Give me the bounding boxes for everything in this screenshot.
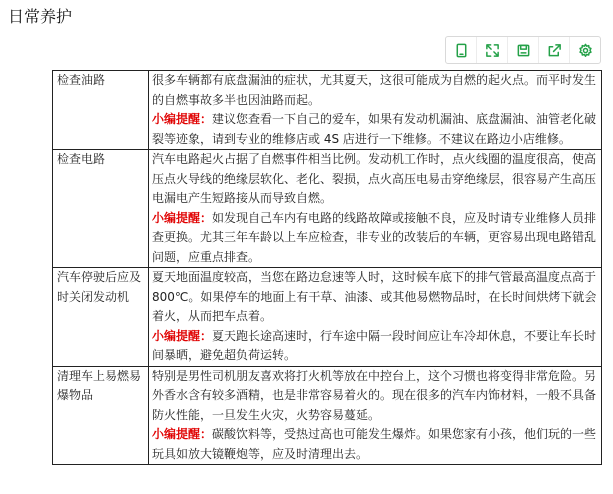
row-tip — [152, 110, 598, 149]
row-description: 很多车辆都有底盘漏油的症状，尤其夏天，这很可能成为自燃的起火点。而平时发生的自燃事故多半也因油路而起。 — [152, 73, 597, 107]
row-label: 检查电路 — [53, 150, 149, 268]
row-content — [149, 366, 602, 465]
tip-text: 碳酸饮料等，受热过高也可能发生爆炸。如果您家有小孩，他们玩的一些玩具如放大镜鞭炮等，应及时清理出去。 — [152, 427, 597, 461]
table-row — [53, 268, 602, 367]
share-icon — [547, 43, 562, 58]
row-description: 汽车电路起火占据了自燃事件相当比例。发动机工作时，点火线圈的温度很高，使高压点火导线的绝缘层软化、老化、裂损，点火高压电易击穿绝缘层，很容易产生高压电漏电产生短路接从而导致自燃。 — [152, 152, 597, 205]
row-description: 特别是男性司机朋友喜欢将打火机等放在中控台上，这个习惯也将变得非常危险。另外香水含有较多酒精，也是非常容易着火的。现在很多的汽车内饰材料，一般不具备防火性能，一旦发生火灾，火势容易蔓延。 — [152, 368, 597, 422]
row-content — [149, 71, 602, 150]
row-tip — [152, 425, 598, 464]
page-title: 日常养护 — [8, 7, 73, 26]
tip-label: 小编提醒： — [152, 112, 213, 126]
tip-label: 小编提醒： — [152, 210, 213, 225]
settings-icon — [578, 43, 593, 58]
row-label: 检查油路 — [53, 71, 149, 150]
row-label: 清理车上易燃易爆物品 — [53, 366, 149, 465]
tip-text: 如发现自己车内有电路的线路故障或接触不良，应及时请专业维修人员排查更换。尤其三年车龄以上车应检查，非专业的改装后的车辆，更容易出现电路错乱问题，应重点排查。 — [152, 210, 597, 264]
expand-button[interactable] — [476, 37, 507, 63]
tip-text: 夏天跑长途高速时，行车途中隔一段时间应让车冷却休息，不要让车长时间暴晒，避免超负荷运转。 — [152, 328, 597, 362]
settings-button[interactable] — [569, 37, 600, 63]
row-tip — [152, 209, 598, 268]
row-label: 汽车停驶后应及时关闭发动机 — [53, 268, 149, 367]
tablet-icon — [454, 43, 469, 58]
tip-text: 建议您查看一下自己的爱车，如果有发动机漏油、底盘漏油、油管老化破裂等迹象，请到专业的维修店或 4S 店进行一下维修。不建议在路边小店维修。 — [152, 112, 597, 146]
share-button[interactable] — [538, 37, 569, 63]
toolbar — [445, 36, 601, 64]
row-content — [149, 268, 602, 367]
save-icon — [516, 43, 531, 58]
table-row — [53, 150, 602, 268]
row-content — [149, 150, 602, 268]
row-description: 夏天地面温度较高，当您在路边怠速等人时，这时候车底下的排气管最高温度点高于 800℃。如果停车的地面上有干草、油漆、或其他易燃物品时，在长时间烘烤下就会着火，从而把车点着。 — [152, 270, 597, 323]
maintenance-table — [52, 70, 597, 465]
tablet-view-button[interactable] — [446, 37, 476, 63]
save-button[interactable] — [507, 37, 538, 63]
tip-label: 小编提醒： — [152, 328, 213, 343]
tip-label: 小编提醒： — [152, 427, 213, 441]
expand-icon — [485, 43, 500, 58]
row-tip — [152, 327, 598, 366]
table-row — [53, 366, 602, 465]
table-row — [53, 71, 602, 150]
